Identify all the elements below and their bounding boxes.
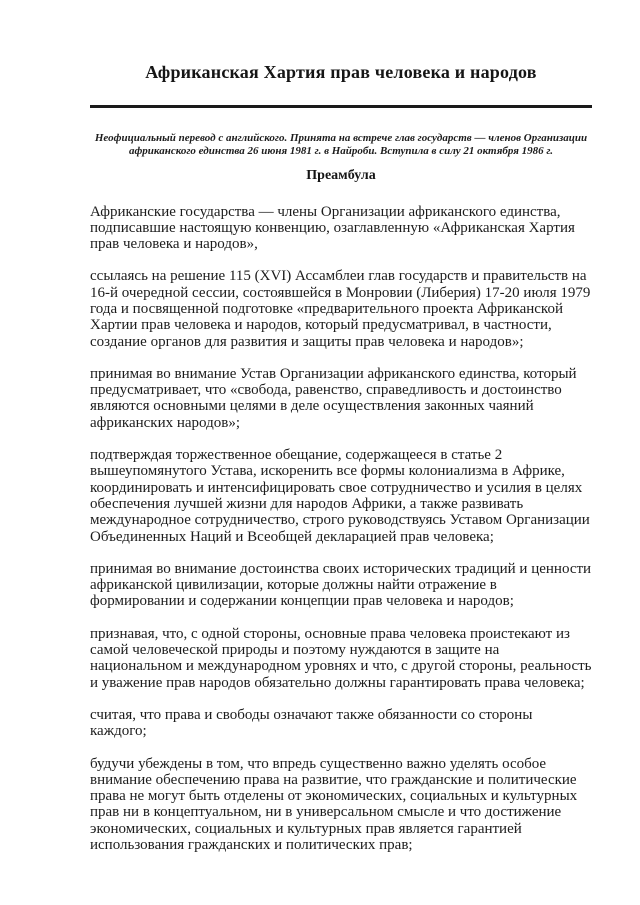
preamble-paragraph-1: Африканские государства — члены Организации африканского единства, подписавшие настоящую конвенцию, озаглавленную «Африканская Хартия прав человека и народов», (90, 203, 575, 253)
document-title: Африканская Хартия прав человека и народов (145, 62, 537, 82)
preamble-paragraph-7: считая, что права и свободы означают также обязанности со стороны каждого; (90, 706, 533, 740)
preamble-body (90, 204, 592, 854)
preamble-paragraph-8: будучи убеждены в том, что впредь существенно важно уделять особое внимание обеспечению права на развитие, что гражданские и политические права не могут быть отделены от экономических, социальных и культурных прав ни в концептуальном, ни в универсальном смысле и что достижение экономических, социальных и культурных прав является гарантией использования гражданских и политических прав; (90, 755, 578, 853)
preamble-paragraph-2: ссылаясь на решение 115 (XVI) Ассамблеи глав государств и правительств на 16-й очередной сессии, состоявшейся в Монровии (Либерия) 17-20 июля 1979 года и посвященной подготовке «предварительного проекта Африканской Хартии прав человека и народов, который предусматривал, в частности, создание органов для развития и защиты прав человека и народов»; (90, 268, 591, 350)
preamble-paragraph-3: принимая во внимание Устав Организации африканского единства, который предусматривает, что «свобода, равенство, справедливость и достоинство являются основными целями в деле осуществления законных чаяний африканских народов»; (90, 365, 577, 431)
preamble-paragraph-4: подтверждая торжественное обещание, содержащееся в статье 2 вышеупомянутого Устава, искоренить все формы колониализма в Африке, координировать и интенсифицировать свое сотрудничество и усилия в целях обеспечения лучшей жизни для народов Африки, а также развивать международное сотрудничество, строго руководствуясь Уставом Организации Объединенных Наций и Всеобщей декларацией прав человека; (90, 447, 590, 545)
title-divider-rule (90, 105, 592, 108)
preamble-paragraph-6: признавая, что, с одной стороны, основные права человека проистекают из самой человеческой природы и поэтому нуждаются в защите на национальном и международном уровнях и что, с другой стороны, реальность и уважение прав народов обязательно должны гарантировать права человека; (90, 625, 592, 691)
preamble-paragraph-5: принимая во внимание достоинства своих исторических традиций и ценности африканской цивилизации, которые должны найти отражение в формировании и содержании концепции прав человека и народов; (90, 560, 592, 610)
preamble-heading: Преамбула (306, 167, 376, 183)
translation-note: Неофициальный перевод с английского. Принята на встрече глав государств — членов Организации африканского единства 26 июня 1981 г. в Найроби. Вступила в силу 21 октября 1986 г. (94, 131, 588, 157)
